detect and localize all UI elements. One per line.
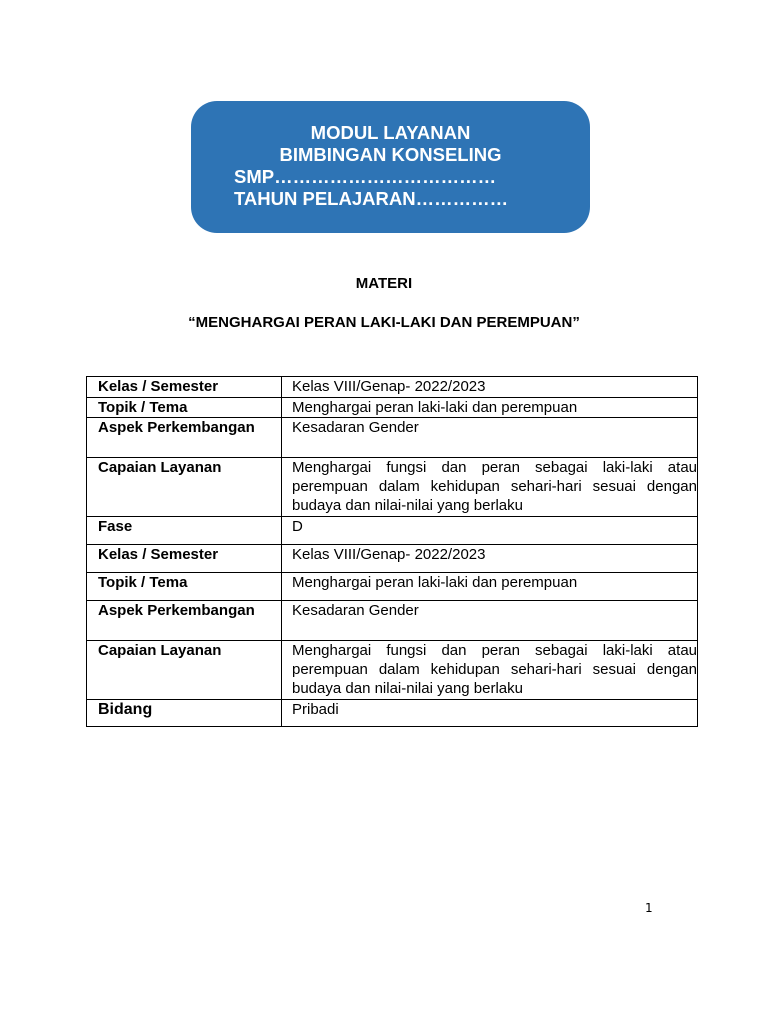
module-title: MODUL LAYANAN [310, 122, 471, 143]
row-value: Kesadaran Gender [282, 601, 698, 641]
school-line: SMP……………………………… [234, 166, 497, 187]
table-row [87, 700, 698, 727]
row-value: Menghargai peran laki-laki dan perempuan [282, 573, 698, 601]
academic-year-line: TAHUN PELAJARAN…………… [234, 188, 509, 209]
row-value: Pribadi [282, 700, 698, 727]
row-label: Topik / Tema [87, 398, 282, 418]
row-value: Kesadaran Gender [282, 418, 698, 458]
table-row [87, 517, 698, 545]
module-header-banner [191, 101, 590, 233]
row-label: Capaian Layanan [87, 641, 282, 700]
row-label: Kelas / Semester [87, 377, 282, 398]
row-label: Aspek Perkembangan [87, 601, 282, 641]
table-row [87, 641, 698, 700]
row-label: Aspek Perkembangan [87, 418, 282, 458]
row-value: Menghargai fungsi dan peran sebagai laki-laki atau perempuan dalam kehidupan sehari-hari sesuai dengan budaya dan nilai-nilai yang berlaku [282, 641, 698, 700]
table-row [87, 545, 698, 573]
row-label: Capaian Layanan [87, 458, 282, 517]
topic-title-heading: “MENGHARGAI PERAN LAKI-LAKI DAN PEREMPUAN” [188, 314, 580, 331]
row-label: Fase [87, 517, 282, 545]
module-info-table [86, 376, 698, 727]
row-label: Bidang [87, 700, 282, 727]
row-label: Kelas / Semester [87, 545, 282, 573]
page-number: 1 [645, 901, 653, 915]
materi-heading: MATERI [355, 275, 413, 292]
row-value: Kelas VIII/Genap- 2022/2023 [282, 377, 698, 398]
row-value: Menghargai fungsi dan peran sebagai laki-laki atau perempuan dalam kehidupan sehari-hari sesuai dengan budaya dan nilai-nilai yang berlaku [282, 458, 698, 517]
row-value: D [282, 517, 698, 545]
table-row [87, 573, 698, 601]
row-label: Topik / Tema [87, 573, 282, 601]
row-value: Kelas VIII/Genap- 2022/2023 [282, 545, 698, 573]
table-row [87, 377, 698, 398]
table-row [87, 458, 698, 517]
table-row [87, 398, 698, 418]
row-value: Menghargai peran laki-laki dan perempuan [282, 398, 698, 418]
table-row [87, 601, 698, 641]
table-row [87, 418, 698, 458]
module-subtitle: BIMBINGAN KONSELING [279, 144, 502, 165]
